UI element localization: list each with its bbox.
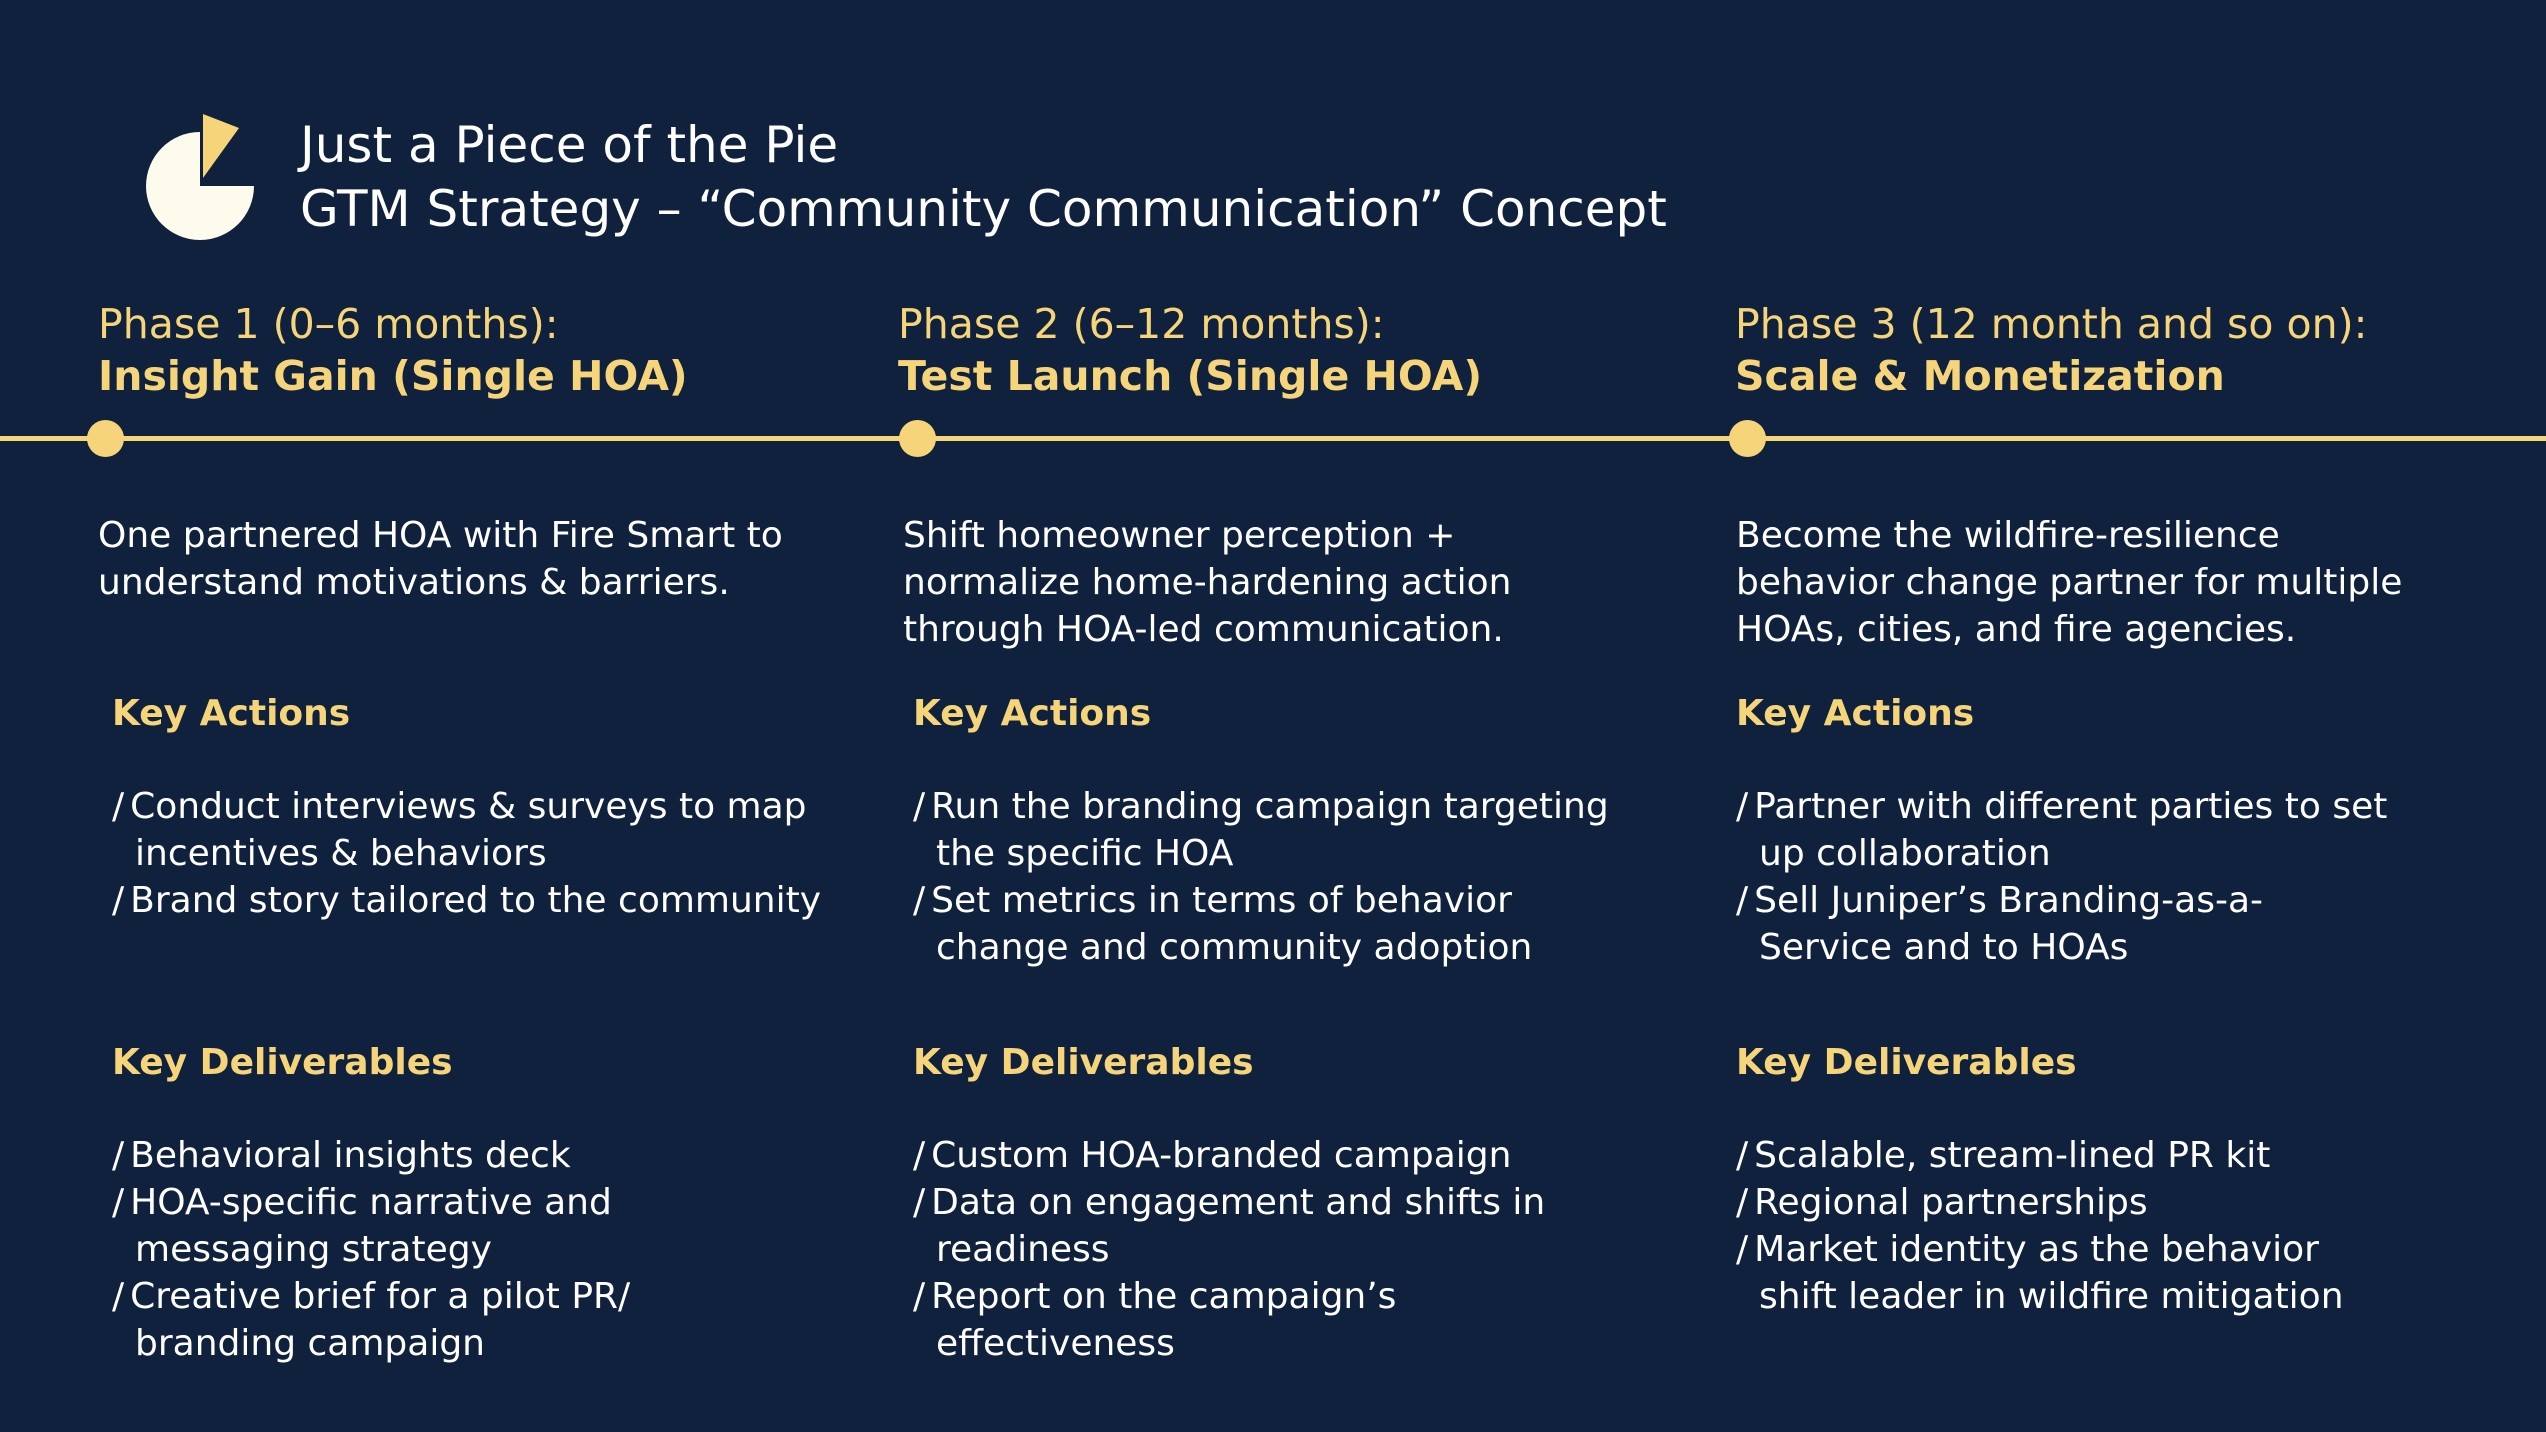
phase-1-label: Phase 1 (0–6 months): xyxy=(98,300,559,348)
phase-3-name: Scale & Monetization xyxy=(1735,352,2225,400)
phase-3-actions-list xyxy=(1736,783,2387,971)
timeline-dot-phase-3 xyxy=(1729,420,1766,457)
phase-2-deliverables-title: Key Deliverables xyxy=(913,1042,1254,1083)
phase-1-actions-list xyxy=(112,783,821,924)
list-item: / Brand story tailored to the community xyxy=(112,880,822,921)
pie-body xyxy=(146,132,254,240)
phase-3-deliverables-title: Key Deliverables xyxy=(1736,1042,2077,1083)
description-line: Shift homeowner perception + xyxy=(903,515,1456,556)
description-line: understand motivations & barriers. xyxy=(98,562,730,603)
phase-3-deliverables-list xyxy=(1736,1132,2344,1320)
description-line: behavior change partner for multiple xyxy=(1736,562,2403,603)
list-item: / HOA-specific narrative and messaging strategy xyxy=(112,1182,612,1270)
list-item: / Behavioral insights deck xyxy=(112,1135,571,1176)
phase-2-heading xyxy=(898,298,1482,402)
phase-2-deliverables-list xyxy=(913,1132,1545,1367)
phase-3-heading xyxy=(1735,298,2367,402)
description-line: Become the wildfire-resilience xyxy=(1736,515,2280,556)
phase-3-label: Phase 3 (12 month and so on): xyxy=(1735,300,2368,348)
description-line: HOAs, cities, and fire agencies. xyxy=(1736,609,2297,650)
pie-chart-icon xyxy=(140,112,260,240)
list-item: / Custom HOA-branded campaign xyxy=(913,1135,1512,1176)
phase-2-actions-list xyxy=(913,783,1609,971)
description-line: One partnered HOA with Fire Smart to xyxy=(98,515,783,556)
timeline-line xyxy=(0,436,2546,441)
list-item: / Data on engagement and shifts in readiness xyxy=(913,1182,1546,1270)
phase-1-actions-title: Key Actions xyxy=(112,693,351,734)
phase-3-actions-title: Key Actions xyxy=(1736,693,1975,734)
list-item: / Report on the campaign’s effectiveness xyxy=(913,1276,1397,1364)
timeline-dot-phase-2 xyxy=(899,420,936,457)
list-item: / Creative brief for a pilot PR/ branding campaign xyxy=(112,1276,631,1364)
title-block xyxy=(300,113,1667,241)
phase-3-description xyxy=(1736,512,2402,653)
list-item: / Run the branding campaign targeting the specific HOA xyxy=(913,786,1609,874)
phase-2-name: Test Launch (Single HOA) xyxy=(898,352,1483,400)
description-line: through HOA-led communication. xyxy=(903,609,1504,650)
phase-2-description xyxy=(903,512,1511,653)
pie-slice xyxy=(203,114,239,178)
list-item: / Scalable, stream-lined PR kit xyxy=(1736,1135,2271,1176)
phase-1-heading xyxy=(98,298,688,402)
list-item: / Conduct interviews & surveys to map incentives & behaviors xyxy=(112,786,807,874)
description-line: normalize home-hardening action xyxy=(903,562,1512,603)
phase-2-actions-title: Key Actions xyxy=(913,693,1152,734)
list-item: / Sell Juniper’s Branding-as-a- Service and to HOAs xyxy=(1736,880,2264,968)
phase-1-description xyxy=(98,512,783,606)
list-item: / Set metrics in terms of behavior change and community adoption xyxy=(913,880,1533,968)
phase-1-name: Insight Gain (Single HOA) xyxy=(98,352,688,400)
page-subtitle: GTM Strategy – “Community Communication” Concept xyxy=(300,180,1667,238)
timeline-dot-phase-1 xyxy=(87,420,124,457)
phase-1-deliverables-title: Key Deliverables xyxy=(112,1042,453,1083)
list-item: / Partner with different parties to set up collaboration xyxy=(1736,786,2388,874)
list-item: / Market identity as the behavior shift leader in wildfire mitigation xyxy=(1736,1229,2344,1317)
page-title: Just a Piece of the Pie xyxy=(300,116,839,174)
phase-1-deliverables-list xyxy=(112,1132,630,1367)
phase-2-label: Phase 2 (6–12 months): xyxy=(898,300,1385,348)
list-item: / Regional partnerships xyxy=(1736,1182,2148,1223)
